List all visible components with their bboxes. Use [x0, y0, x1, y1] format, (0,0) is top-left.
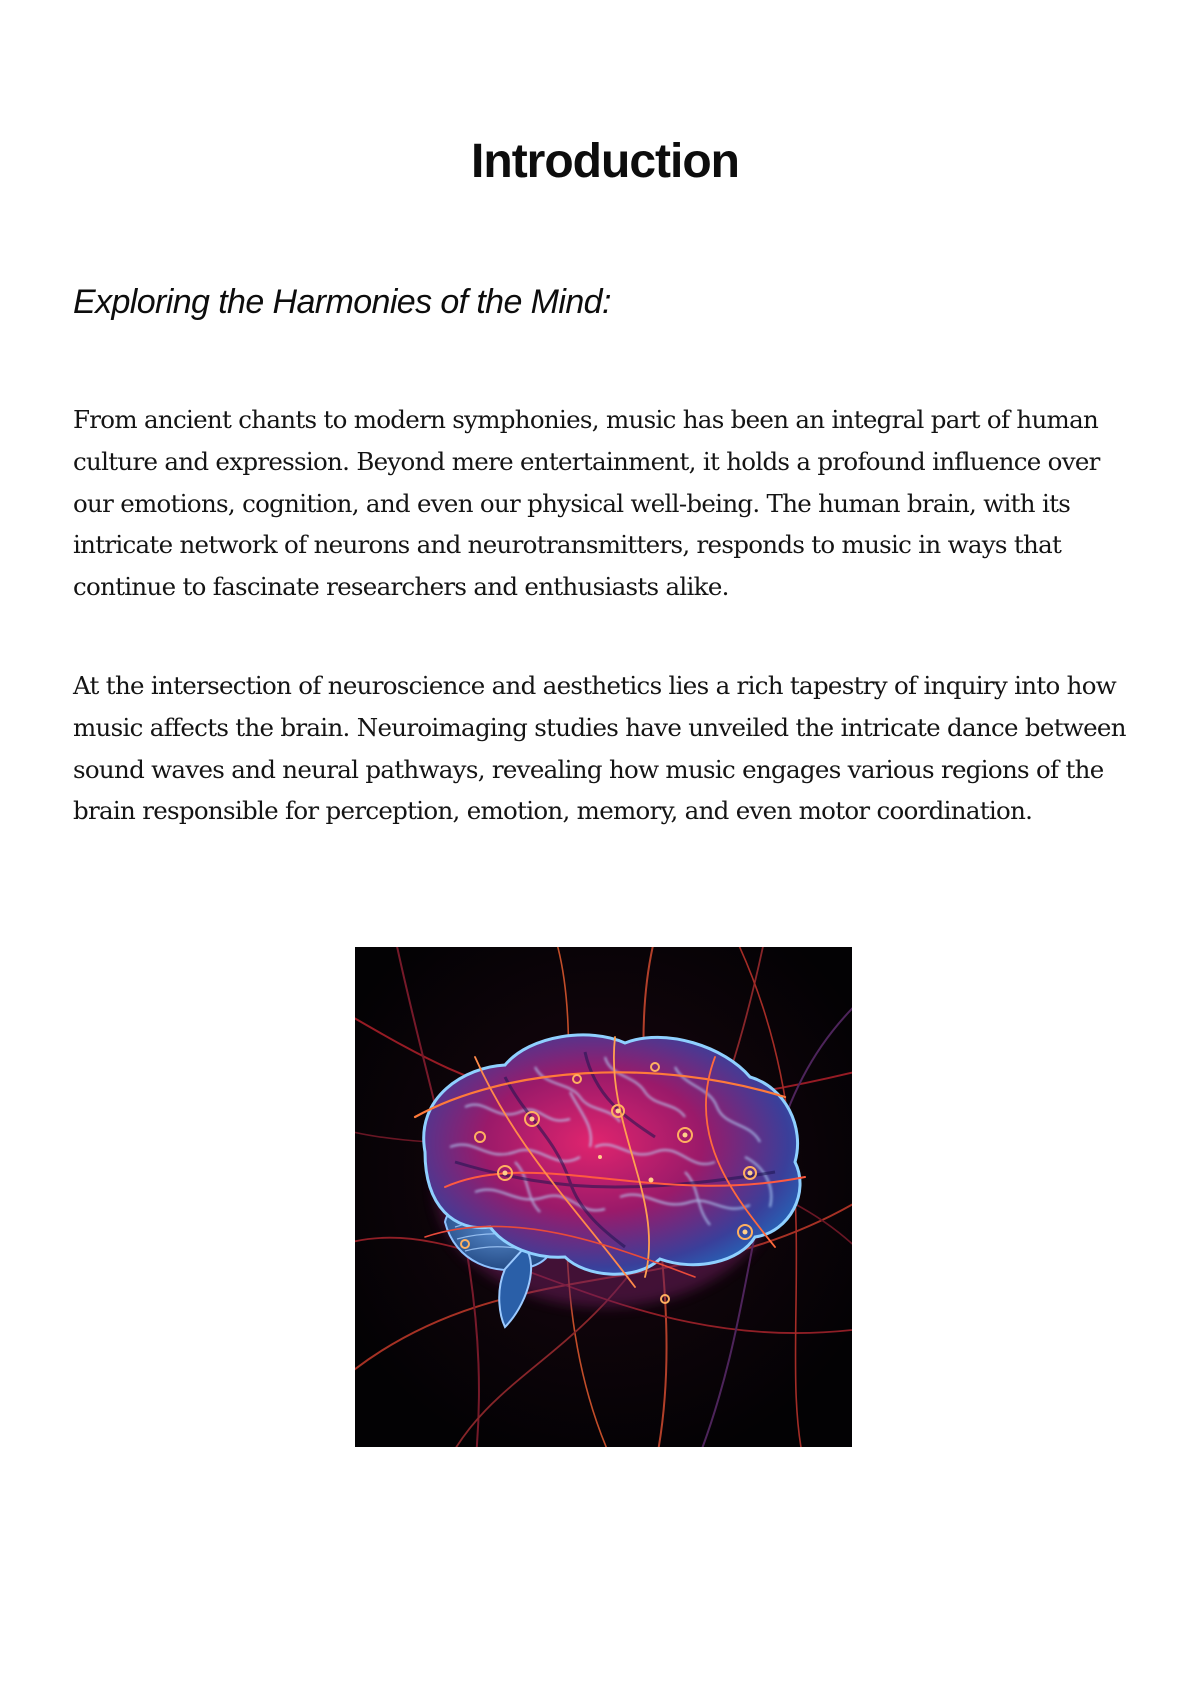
glowing-brain-icon — [355, 947, 852, 1447]
brain-illustration — [355, 947, 852, 1447]
page-title: Introduction — [471, 135, 739, 188]
section-subtitle: Exploring the Harmonies of the Mind: — [73, 283, 611, 321]
body-paragraph-1: From ancient chants to modern symphonies, music has been an integral part of human culture and expression. Beyond mere entertainment, it holds a profound influence over our emotions, cognition, and even our physical well-being. The human brain, with its intricate network of neurons and neurotransmitters, responds to music in ways that continue to fascinate researchers and enthusiasts alike. — [73, 405, 1100, 602]
body-paragraph-2: At the intersection of neuroscience and aesthetics lies a rich tapestry of inquiry into how music affects the brain. Neuroimaging studies have unveiled the intricate dance between sound waves and neural pathways, revealing how music engages various regions of the brain responsible for perception, emotion, memory, and even motor coordination. — [73, 671, 1126, 826]
